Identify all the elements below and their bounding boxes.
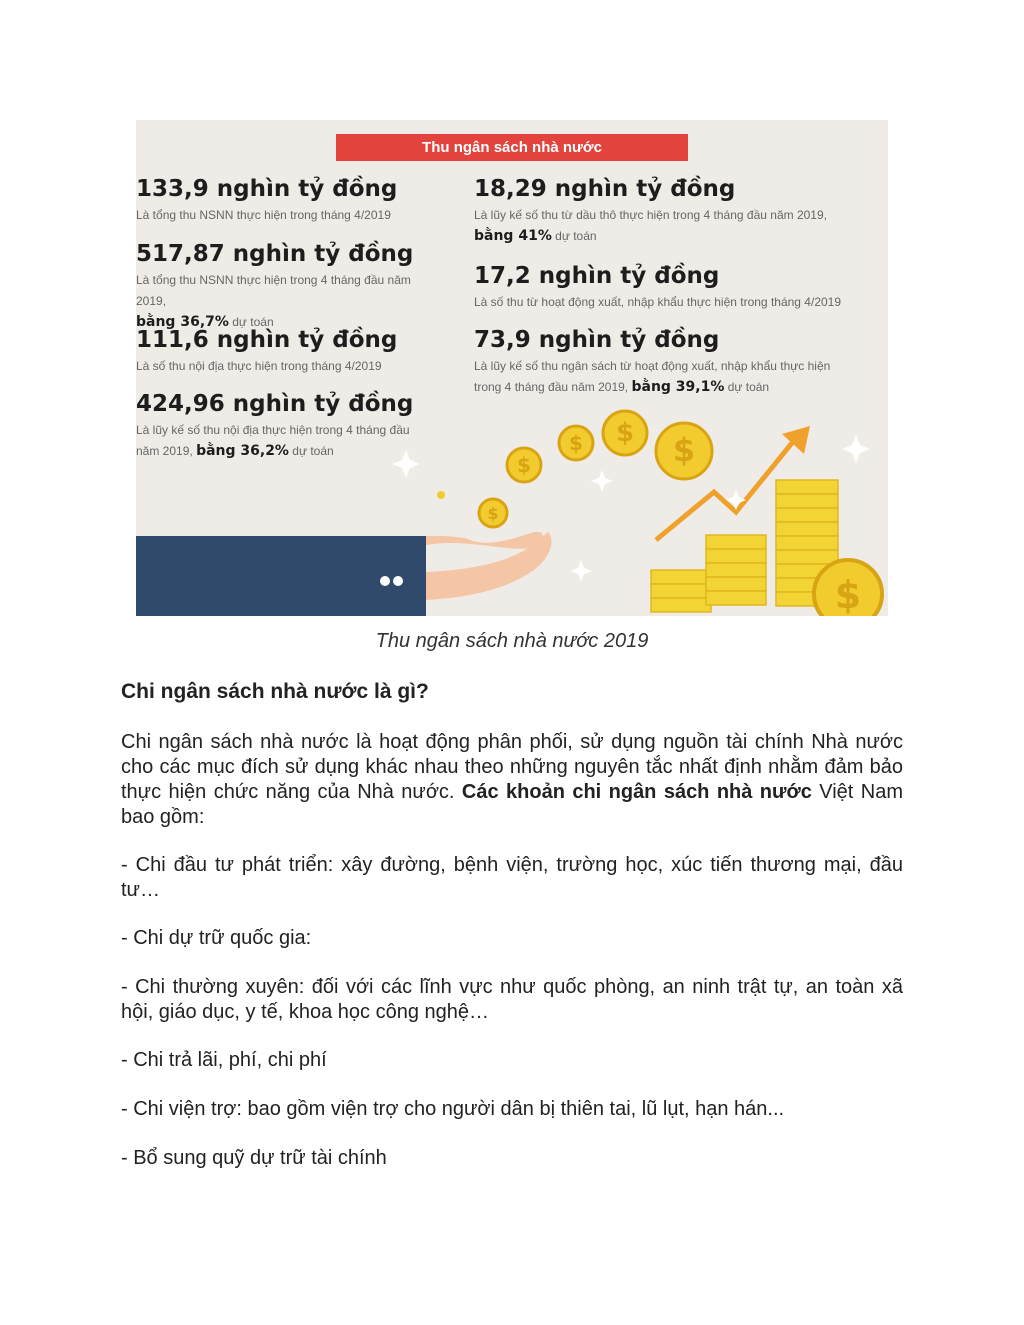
- cufflink-icon: [380, 576, 390, 586]
- stat-description: Là số thu từ hoạt động xuất, nhập khẩu thực hiện trong tháng 4/2019: [474, 295, 842, 309]
- list-item: - Chi trả lãi, phí, chi phí: [121, 1049, 327, 1071]
- hand-icon: [426, 532, 552, 600]
- stat-value: 133,9 nghìn tỷ đồng: [136, 176, 398, 202]
- stat-value: 517,87 nghìn tỷ đồng: [136, 241, 414, 267]
- stat-description: Là lũy kế số thu ngân sách từ hoạt động xuất, nhập khẩu thực hiện trong 4 tháng đầu năm 2019, bằng 39,1% dự toán: [474, 359, 831, 395]
- coin-icon: [479, 411, 712, 527]
- coin-dollar-icon: $: [569, 431, 583, 455]
- coin-dollar-icon: $: [672, 431, 696, 469]
- section-heading: Chi ngân sách nhà nước là gì?: [121, 680, 429, 703]
- list-item: - Chi thường xuyên: đối với các lĩnh vực như quốc phòng, an ninh trật tự, an toàn xã hội, giáo dục, y tế, khoa học công nghệ…: [121, 976, 903, 1023]
- infographic-image: [136, 120, 888, 616]
- coin-dollar-icon: $: [517, 453, 531, 477]
- stat-description: Là lũy kế số thu nội địa thực hiện trong 4 tháng đầu năm 2019, bằng 36,2% dự toán: [136, 423, 410, 459]
- stat-block: [136, 175, 436, 226]
- stat-description: Là tổng thu NSNN thực hiện trong tháng 4/2019: [136, 208, 391, 222]
- list-item: - Chi đầu tư phát triển: xây đường, bệnh viện, trường học, xúc tiến thương mại, đầu tư…: [121, 854, 903, 901]
- stat-block: [474, 262, 864, 313]
- list-item: - Chi dự trữ quốc gia:: [121, 927, 312, 949]
- stat-value: 424,96 nghìn tỷ đồng: [136, 391, 414, 417]
- image-caption: Thu ngân sách nhà nước 2019: [375, 630, 649, 652]
- stat-description: Là lũy kế số thu từ dầu thô thực hiện trong 4 tháng đầu năm 2019, bằng 41% dự toán: [474, 208, 827, 244]
- infographic-banner: Thu ngân sách nhà nước: [336, 134, 688, 161]
- stat-value: 73,9 nghìn tỷ đồng: [474, 327, 720, 353]
- list-item: - Bổ sung quỹ dự trữ tài chính: [121, 1147, 387, 1169]
- stat-block: [474, 326, 864, 398]
- stat-description: Là tổng thu NSNN thực hiện trong 4 tháng đầu năm 2019, bằng 36,7% dự toán: [136, 273, 411, 330]
- coin-dollar-icon: $: [487, 504, 499, 523]
- stat-block: [136, 240, 436, 333]
- sleeve-shape: [136, 536, 426, 616]
- list-item: - Chi viện trợ: bao gồm viện trợ cho người dân bị thiên tai, lũ lụt, hạn hán...: [121, 1098, 785, 1120]
- stat-block: [474, 175, 864, 247]
- stat-block: [136, 390, 436, 462]
- intro-paragraph: Chi ngân sách nhà nước là hoạt động phân phối, sử dụng nguồn tài chính Nhà nước cho các mục đích sử dụng khác nhau theo những nguyên tắc nhất định nhằm đảm bảo thực hiện chức năng của Nhà nước. Các khoản chi ngân sách nhà nước Việt Nam bao gồm:: [121, 731, 903, 828]
- coin-dollar-icon: $: [834, 573, 862, 616]
- stat-value: 111,6 nghìn tỷ đồng: [136, 327, 398, 353]
- stat-description: Là số thu nội địa thực hiện trong tháng 4/2019: [136, 359, 382, 373]
- stat-block: [136, 326, 436, 377]
- stat-value: 17,2 nghìn tỷ đồng: [474, 263, 720, 289]
- stat-value: 18,29 nghìn tỷ đồng: [474, 176, 736, 202]
- cufflink-icon: [393, 576, 403, 586]
- coin-dollar-icon: $: [615, 418, 635, 448]
